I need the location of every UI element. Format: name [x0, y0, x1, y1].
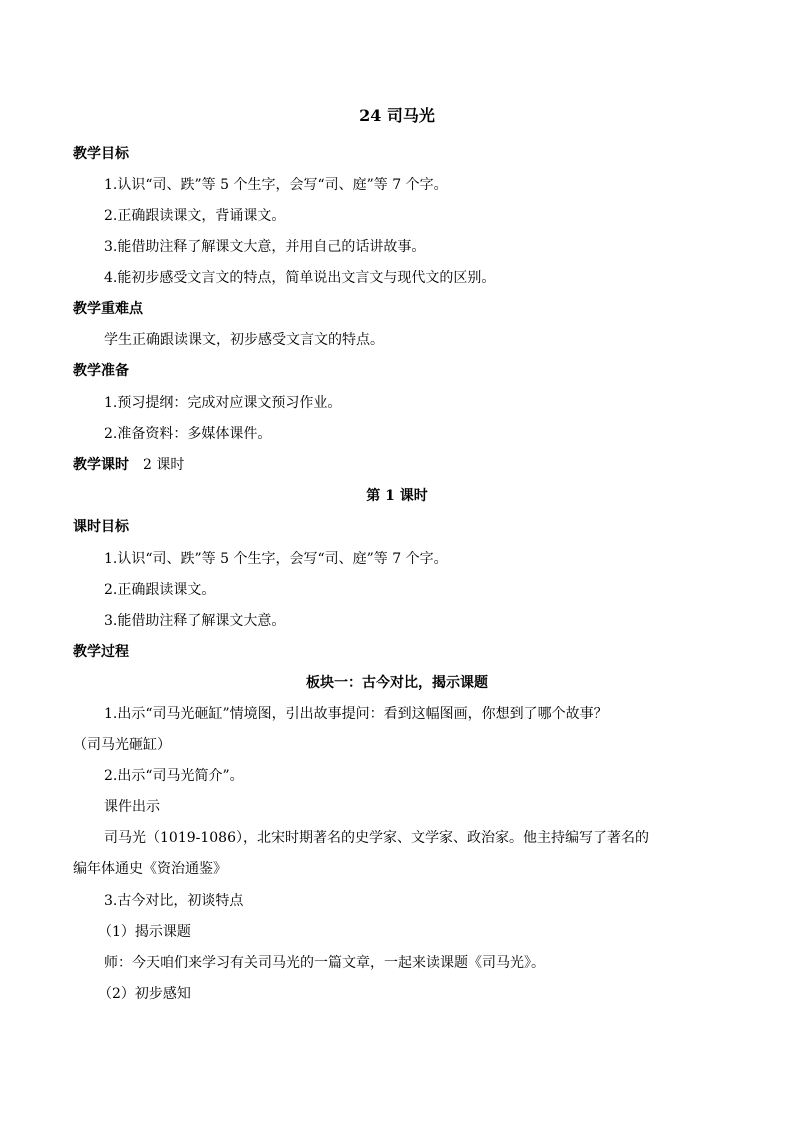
- step-1-answer: （司马光砸缸）: [73, 737, 171, 753]
- step-2-text: 2.出示“司马光简介”。: [104, 768, 244, 784]
- teacher-line: 师：今天咱们来学习有关司马光的一篇文章，一起来读课题《司马光》。: [104, 955, 545, 971]
- teaching-goals-heading: 教学目标: [73, 146, 129, 162]
- teaching-goal-item: 4.能初步感受文言文的特点，简单说出文言文与现代文的区别。: [104, 270, 496, 286]
- preparation-heading: 教学准备: [73, 363, 129, 379]
- intro-text-line-2: 编年体通史《资治通鉴》: [73, 861, 227, 877]
- block-1-title: 板块一：古今对比，揭示课题: [306, 675, 488, 691]
- class-hours-row: [73, 455, 184, 475]
- key-points-heading: 教学重难点: [73, 301, 143, 317]
- teaching-goal-item: 1.认识“司、跌”等 5 个生字，会写“司、庭”等 7 个字。: [104, 177, 448, 193]
- sub-step-2: （2）初步感知: [98, 986, 191, 1002]
- teaching-goal-item: 3.能借助注释了解课文大意，并用自己的话讲故事。: [104, 239, 426, 255]
- class-hours-heading: 教学课时: [73, 457, 129, 473]
- preparation-item: 2.准备资料：多媒体课件。: [104, 426, 272, 442]
- sub-step-1: （1）揭示课题: [98, 924, 191, 940]
- teaching-goal-item: 2.正确跟读课文，背诵课文。: [104, 208, 286, 224]
- step-1-text: 1.出示“司马光砸缸”情境图，引出故事提问：看到这幅图画，你想到了哪个故事？: [104, 706, 608, 722]
- document-title: 24 司马光: [359, 106, 435, 125]
- lesson-goals-heading: 课时目标: [73, 519, 129, 535]
- lesson-goal-item: 2.正确跟读课文。: [104, 582, 216, 598]
- step-3-text: 3.古今对比，初谈特点: [104, 893, 244, 909]
- intro-text-line-1: 司马光（1019-1086），北宋时期著名的史学家、文学家、政治家。他主持编写了著名的: [104, 830, 649, 846]
- lesson-1-title: 第 1 课时: [366, 488, 428, 504]
- key-points-text: 学生正确跟读课文，初步感受文言文的特点。: [104, 332, 384, 348]
- courseware-label: 课件出示: [104, 799, 160, 815]
- preparation-item: 1.预习提纲：完成对应课文预习作业。: [104, 395, 342, 411]
- class-hours-value: 2 课时: [143, 457, 185, 473]
- teaching-process-heading: 教学过程: [73, 644, 129, 660]
- lesson-goal-item: 1.认识“司、跌”等 5 个生字，会写“司、庭”等 7 个字。: [104, 551, 448, 567]
- lesson-goal-item: 3.能借助注释了解课文大意。: [104, 613, 286, 629]
